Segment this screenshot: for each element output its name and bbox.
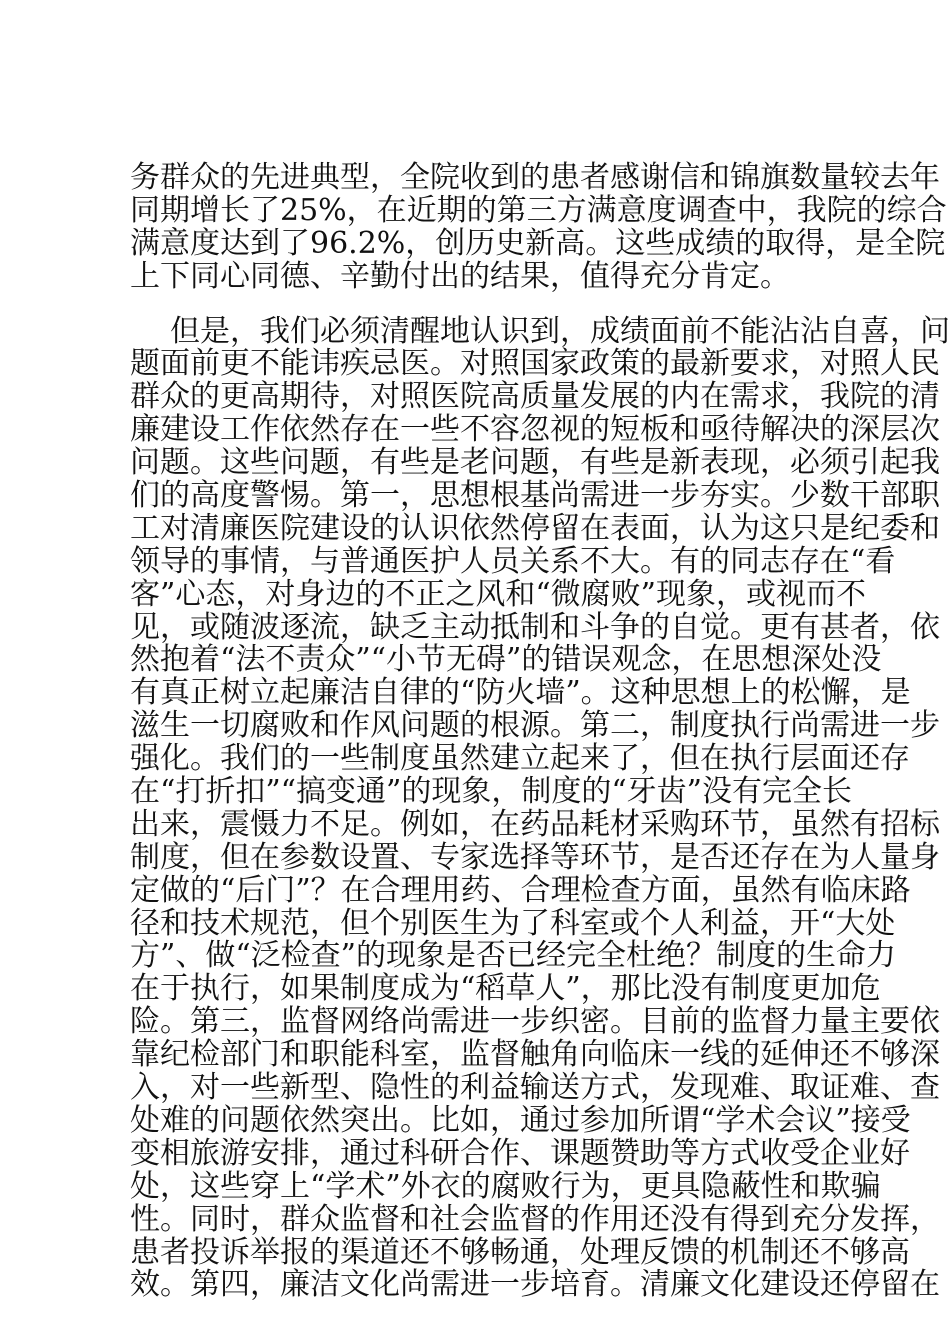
text-line: 廉建设工作依然存在一些不容忽视的短板和亟待解决的深层次 (130, 412, 940, 448)
text-line: 工对清廉医院建设的认识依然停留在表面，认为这只是纪委和 (130, 510, 940, 546)
text-line: 务群众的先进典型，全院收到的患者感谢信和锦旗数量较去年 (130, 160, 940, 195)
paragraph-spacer (130, 294, 834, 316)
text-line: 入，对一些新型、隐性的利益输送方式，发现难、取证难、查 (130, 1070, 940, 1106)
text-line: 问题。这些问题，有些是老问题，有些是新表现，必须引起我 (130, 445, 940, 481)
document-body (130, 160, 950, 1303)
text-line: 定做的“后门”？在合理用药、合理检查方面，虽然有临床路 (130, 872, 911, 908)
text-line: 变相旅游安排，通过科研合作、课题赞助等方式收受企业好 (130, 1135, 910, 1171)
text-line: 然抱着“法不责众”“小节无碍”的错误观念，在思想深处没 (130, 642, 882, 678)
text-line: 领导的事情，与普通医护人员关系不大。有的同志存在“看 (130, 543, 896, 579)
text-line: 见，或随波逐流，缺乏主动抵制和斗争的自觉。更有甚者，依 (130, 609, 940, 645)
text-line: 强化。我们的一些制度虽然建立起来了，但在执行层面还存 (130, 741, 910, 777)
text-line: 满意度达到了96.2%，创历史新高。这些成绩的取得，是全院 (130, 225, 946, 261)
text-line: 在“打折扣”“搞变通”的现象，制度的“牙齿”没有完全长 (130, 774, 853, 810)
text-line: 题面前更不能讳疾忌医。对照国家政策的最新要求，对照人民 (130, 346, 940, 382)
text-line: 径和技术规范，但个别医生为了科室或个人利益，开“大处 (130, 905, 896, 941)
text-line: 患者投诉举报的渠道还不够畅通，处理反馈的机制还不够高 (130, 1234, 910, 1270)
text-line: 制度，但在参数设置、专家选择等环节，是否还存在为人量身 (130, 839, 940, 875)
text-line: 们的高度警惕。第一，思想根基尚需进一步夯实。少数干部职 (130, 478, 940, 514)
text-line: 靠纪检部门和职能科室，监督触角向临床一线的延伸还不够深 (130, 1037, 940, 1073)
text-line: 效。第四，廉洁文化尚需进一步培育。清廉文化建设还停留在 (130, 1267, 940, 1303)
text-line: 客”心态，对身边的不正之风和“微腐败”现象，或视而不 (130, 576, 867, 612)
text-line: 处，这些穿上“学术”外衣的腐败行为，更具隐蔽性和欺骗 (130, 1168, 881, 1204)
paragraph-2 (130, 313, 950, 1303)
text-line: 险。第三，监督网络尚需进一步织密。目前的监督力量主要依 (130, 1004, 940, 1040)
text-line: 滋生一切腐败和作风问题的根源。第二，制度执行尚需进一步 (130, 708, 940, 744)
text-line: 性。同时，群众监督和社会监督的作用还没有得到充分发挥， (130, 1201, 940, 1237)
text-line: 群众的更高期待，对照医院高质量发展的内在需求，我院的清 (130, 379, 940, 415)
paragraph-1 (130, 160, 947, 294)
text-line: 同期增长了25%，在近期的第三方满意度调查中，我院的综合 (130, 192, 947, 228)
text-line: 在于执行，如果制度成为“稻草人”，那比没有制度更加危 (130, 971, 881, 1007)
text-line: 但是，我们必须清醒地认识到，成绩面前不能沾沾自喜，问 (170, 313, 950, 349)
text-line: 上下同心同德、辛勤付出的结果，值得充分肯定。 (130, 258, 790, 294)
text-line: 出来，震慑力不足。例如，在药品耗材采购环节，虽然有招标 (130, 806, 940, 842)
text-line: 有真正树立起廉洁自律的“防火墙”。这种思想上的松懈，是 (130, 675, 911, 711)
text-line: 处难的问题依然突出。比如，通过参加所谓“学术会议”接受 (130, 1102, 911, 1138)
text-line: 方”、做“泛检查”的现象是否已经完全杜绝？制度的生命力 (130, 938, 897, 974)
